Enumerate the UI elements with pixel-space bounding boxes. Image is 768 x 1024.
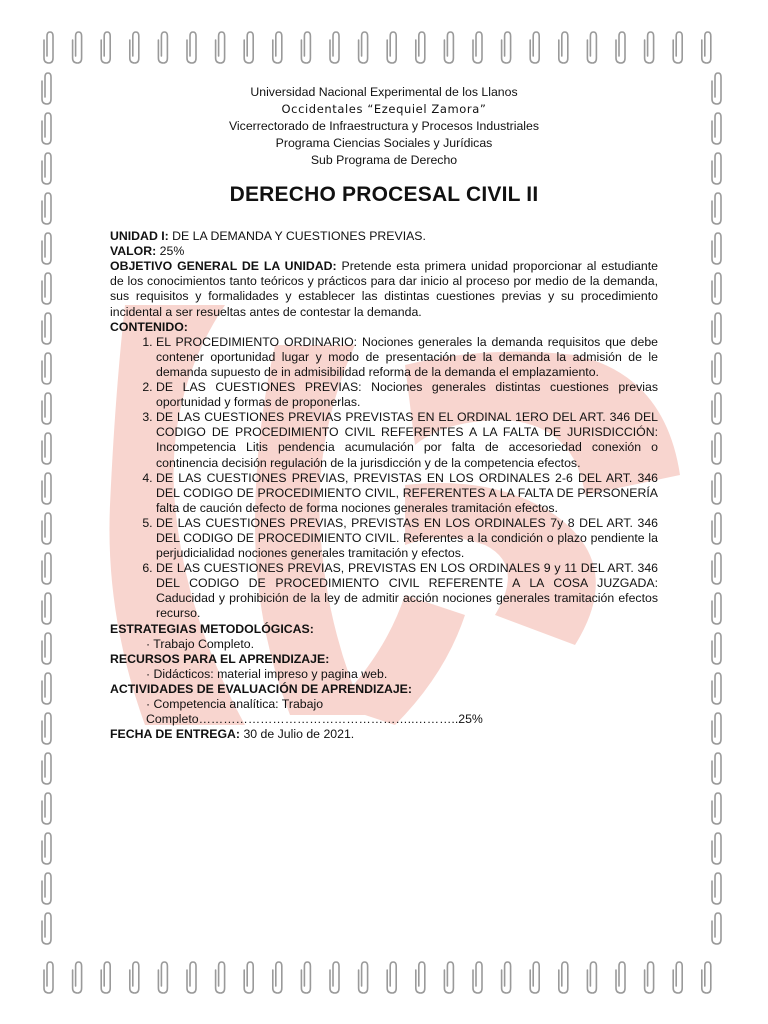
university-name-continued: Occidentales “Ezequiel Zamora”: [281, 102, 487, 116]
paperclip-icon: [42, 913, 51, 944]
contenido-label: CONTENIDO:: [110, 319, 188, 334]
paperclip-icon: [301, 962, 310, 993]
contenido-list: [110, 335, 658, 622]
paperclip-icon: [712, 593, 721, 624]
paperclip-icon: [42, 553, 51, 584]
document-title: DERECHO PROCESAL CIVIL II: [229, 183, 539, 206]
paperclip-icon: [42, 433, 51, 464]
paperclip-icon: [42, 113, 51, 144]
paperclip-icon: [645, 32, 654, 63]
paperclip-icon: [42, 753, 51, 784]
paperclip-icon: [416, 962, 425, 993]
paperclip-icon: [712, 113, 721, 144]
paperclip-icon: [712, 273, 721, 304]
paperclip-icon: [42, 793, 51, 824]
vicerrectorado: Vicerrectorado de Infraestructura y Procesos Industriales: [228, 119, 540, 133]
unidad-value: DE LA DEMANDA Y CUESTIONES PREVIAS.: [168, 229, 426, 244]
contenido-item: 5. DE LAS CUESTIONES PREVIAS, PREVISTAS EN LOS ORDINALES 7y 8 DEL ART. 346 DEL CODIGO DE PROCEDIMIENTO CIVIL. Referentes a la condición o plazo pendiente la perjudicialidad nociones generales tramitación y efectos.: [156, 516, 658, 561]
paperclip-icon: [416, 32, 425, 63]
paperclip-icon: [73, 32, 82, 63]
paperclip-icon: [673, 962, 682, 993]
paperclip-icon: [330, 962, 339, 993]
objetivo-paragraph: [110, 259, 658, 319]
paperclip-icon: [216, 32, 225, 63]
paperclip-icon: [712, 353, 721, 384]
institution-header: [110, 84, 658, 169]
paperclip-icon: [712, 873, 721, 904]
paperclip-icon: [130, 32, 139, 63]
recursos-label: RECURSOS PARA EL APRENDIZAJE:: [110, 651, 330, 666]
paperclip-icon: [559, 962, 568, 993]
valor-line: [110, 244, 658, 259]
paperclip-icon: [187, 32, 196, 63]
paperclip-icon: [216, 962, 225, 993]
paperclip-icon: [502, 962, 511, 993]
paperclip-icon: [712, 793, 721, 824]
contenido-item: 6. DE LAS CUESTIONES PREVIAS, PREVISTAS EN LOS ORDINALES 9 y 11 DEL ART. 346 DEL CODIGO DE PROCEDIMIENTO CIVIL REFERENTE A LA COSA JUZGADA: Caducidad y prohibición de la ley de admitir acción nociones generales tramitación efectos recurso.: [156, 561, 658, 621]
paperclip-icon: [42, 273, 51, 304]
paperclip-icon: [712, 713, 721, 744]
paperclip-icon: [616, 32, 625, 63]
recursos-item: · Didácticos: material impreso y pagina web.: [146, 666, 388, 681]
paperclip-icon: [712, 193, 721, 224]
contenido-heading: [110, 320, 658, 335]
paperclip-icon: [444, 962, 453, 993]
paperclip-icon: [702, 962, 711, 993]
paperclip-icon: [473, 962, 482, 993]
paperclip-icon: [42, 193, 51, 224]
paperclip-icon: [42, 313, 51, 344]
paperclip-icon: [712, 393, 721, 424]
paperclip-icon: [42, 353, 51, 384]
paperclip-icon: [712, 633, 721, 664]
paperclip-icon: [530, 962, 539, 993]
paperclip-icon: [101, 962, 110, 993]
paperclip-icon: [473, 32, 482, 63]
paperclip-icon: [444, 32, 453, 63]
objetivo-label: OBJETIVO GENERAL DE LA UNIDAD:: [110, 259, 337, 274]
paperclip-icon: [42, 633, 51, 664]
contenido-item: 2. DE LAS CUESTIONES PREVIAS: Nociones generales distintas cuestiones previas oportunidad y formas de proponerlas.: [156, 380, 658, 410]
actividades-label: ACTIVIDADES DE EVALUACIÓN DE APRENDIZAJE:: [110, 681, 412, 696]
paperclip-icon: [712, 753, 721, 784]
objetivo-text: Pretende esta primera unidad proporcionar al estudiante de los conocimientos tanto teóricos y prácticos para dar inicio al proceso por medio de la demanda, sus requisitos y formalidades y establecer las distintas cuestiones previas y su procedimiento incidental a ser resueltas antes de contestar la demanda.: [110, 259, 659, 319]
paperclip-icon: [42, 873, 51, 904]
estrategias-label: ESTRATEGIAS METODOLÓGICAS:: [110, 621, 314, 636]
paperclip-icon: [673, 32, 682, 63]
paperclip-icon: [42, 393, 51, 424]
actividades-heading: [110, 682, 658, 697]
paperclip-icon: [712, 553, 721, 584]
paperclip-icon: [702, 32, 711, 63]
paperclip-icon: [42, 233, 51, 264]
estrategias-heading: [110, 622, 658, 637]
valor-label: VALOR:: [110, 244, 157, 259]
paperclip-icon: [42, 473, 51, 504]
recursos-heading: [110, 652, 658, 667]
fecha-value: 30 de Julio de 2021.: [240, 727, 355, 742]
paperclip-icon: [712, 473, 721, 504]
paperclip-icon: [42, 513, 51, 544]
paperclip-icon: [330, 32, 339, 63]
unidad-line: [110, 229, 658, 244]
paperclip-icon: [44, 962, 53, 993]
paperclip-icon: [712, 73, 721, 104]
sub-programa: Sub Programa de Derecho: [310, 153, 458, 167]
paperclip-icon: [273, 32, 282, 63]
unidad-label: UNIDAD I:: [110, 229, 169, 244]
paperclip-icon: [130, 962, 139, 993]
paperclip-icon: [359, 32, 368, 63]
paperclip-icon: [387, 962, 396, 993]
actividades-item: · Competencia analítica: Trabajo Completo……………………………………………..………..25%: [146, 697, 483, 727]
paperclip-icon: [158, 32, 167, 63]
paperclip-icon: [42, 153, 51, 184]
document-body: [110, 84, 658, 742]
paperclip-icon: [42, 673, 51, 704]
paperclip-icon: [42, 593, 51, 624]
paperclip-icon: [712, 313, 721, 344]
paperclip-icon: [712, 673, 721, 704]
paperclip-icon: [244, 32, 253, 63]
paperclip-icon: [158, 962, 167, 993]
paperclip-icon: [44, 32, 53, 63]
paperclip-icon: [359, 962, 368, 993]
paperclip-icon: [712, 233, 721, 264]
paperclip-icon: [712, 833, 721, 864]
paperclip-icon: [587, 32, 596, 63]
paperclip-icon: [273, 962, 282, 993]
paperclip-icon: [42, 833, 51, 864]
valor-value: 25%: [156, 244, 185, 259]
paperclip-icon: [712, 513, 721, 544]
paperclip-icon: [101, 32, 110, 63]
paperclip-icon: [42, 713, 51, 744]
fecha-label: FECHA DE ENTREGA:: [110, 727, 241, 742]
contenido-item: 3. DE LAS CUESTIONES PREVIAS PREVISTAS EN EL ORDINAL 1ERO DEL ART. 346 DEL CODIGO DE PROCEDIMIENTO CIVIL REFERENTES A LA FALTA DE JURISDICCIÓN: Incompetencia Litis pendencia acumulación por falta de accesoriedad conexión o continencia decisión regulación de la jurisdicción y de la competencia efectos.: [156, 410, 658, 470]
paperclip-icon: [559, 32, 568, 63]
paperclip-icon: [530, 32, 539, 63]
estrategias-item: · Trabajo Completo.: [146, 636, 254, 651]
paperclip-icon: [301, 32, 310, 63]
paperclip-icon: [42, 73, 51, 104]
fecha-line: [110, 727, 658, 742]
contenido-item: 1. EL PROCEDIMIENTO ORDINARIO: Nociones generales la demanda requisitos que debe contener oportunidad lugar y modo de presentación de la demanda la admisión de le demanda supuesto de in admisibilidad reforma de la demanda el emplazamiento.: [156, 335, 658, 380]
paperclip-icon: [587, 962, 596, 993]
paperclip-icon: [616, 962, 625, 993]
paperclip-icon: [387, 32, 396, 63]
paperclip-icon: [712, 433, 721, 464]
university-name: Universidad Nacional Experimental de los Llanos: [250, 85, 518, 99]
programa: Programa Ciencias Sociales y Jurídicas: [275, 136, 493, 150]
paperclip-icon: [187, 962, 196, 993]
paperclip-icon: [712, 913, 721, 944]
paperclip-icon: [645, 962, 654, 993]
paperclip-icon: [502, 32, 511, 63]
paperclip-icon: [73, 962, 82, 993]
paperclip-icon: [244, 962, 253, 993]
contenido-item: 4. DE LAS CUESTIONES PREVIAS, PREVISTAS EN LOS ORDINALES 2-6 DEL ART. 346 DEL CODIGO DE PROCEDIMIENTO CIVIL, REFERENTES A LA FALTA DE PERSONERÍA falta de caución defecto de forma nociones generales tramitación efectos.: [156, 471, 658, 516]
paperclip-icon: [712, 153, 721, 184]
